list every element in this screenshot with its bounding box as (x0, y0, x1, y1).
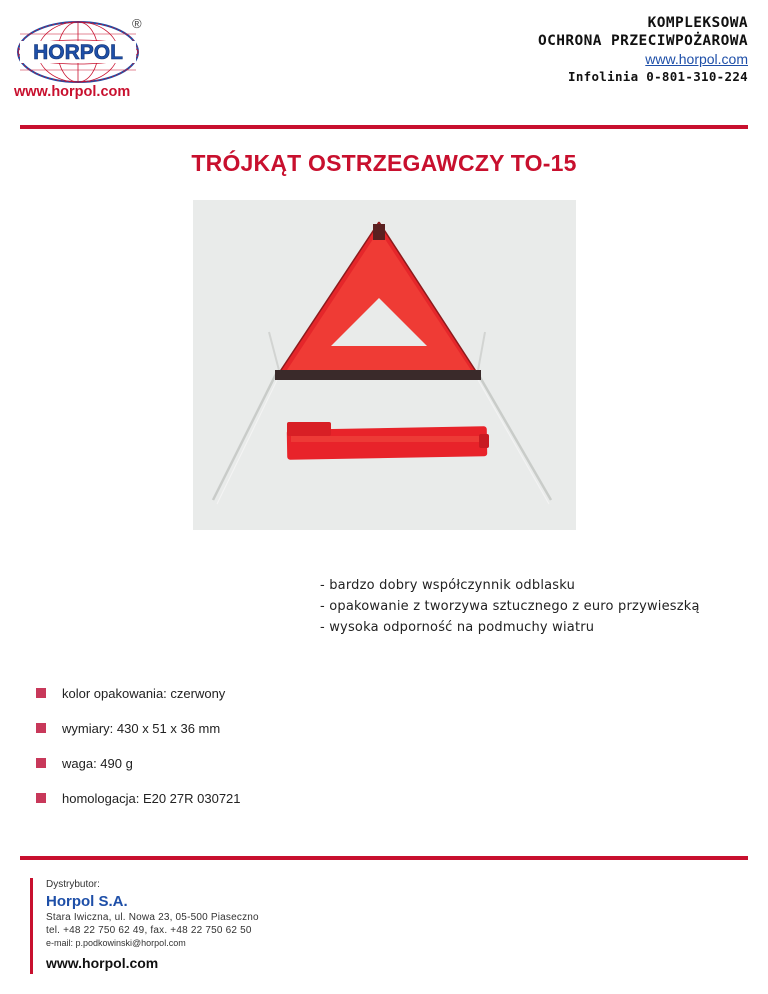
registered-mark: ® (132, 16, 142, 31)
spec-item (36, 719, 241, 737)
spec-item (36, 789, 241, 807)
header-info (538, 14, 748, 86)
feature-item: - wysoka odporność na podmuchy wiatru (320, 620, 595, 635)
svg-text:HORPOL: HORPOL (33, 41, 123, 64)
spec-weight: waga: 490 g (62, 755, 133, 771)
square-bullet-icon (36, 723, 46, 733)
square-bullet-icon (36, 688, 46, 698)
header-website-link[interactable]: www.horpol.com (645, 51, 748, 67)
distributor-company: Horpol S.A. (46, 893, 128, 910)
distributor-address: Stara Iwiczna, ul. Nowa 23, 05-500 Piaseczno (46, 912, 259, 923)
product-title: TRÓJKĄT OSTRZEGAWCZY TO-15 (191, 150, 577, 176)
square-bullet-icon (36, 758, 46, 768)
spec-color: kolor opakowania: czerwony (62, 685, 226, 701)
globe-logo-icon (14, 20, 150, 84)
footer-divider (20, 856, 748, 860)
spec-list (36, 684, 241, 824)
square-bullet-icon (36, 793, 46, 803)
tagline-line2: OCHRONA PRZECIWPOŻAROWA (538, 33, 748, 49)
distributor-block (30, 878, 259, 974)
spec-dimensions: wymiary: 430 x 51 x 36 mm (62, 720, 221, 736)
product-photo (193, 200, 576, 530)
spec-homologation: homologacja: E20 27R 030721 (62, 790, 241, 806)
header-divider (20, 125, 748, 129)
spec-item (36, 754, 241, 772)
tagline-line1: KOMPLEKSOWA (647, 15, 748, 31)
distributor-label: Dystrybutor: (46, 879, 100, 890)
feature-item: - opakowanie z tworzywa sztucznego z euro przywieszką (320, 599, 700, 614)
feature-list (320, 575, 700, 638)
distributor-email[interactable]: e-mail: p.podkowinski@horpol.com (46, 938, 186, 948)
distributor-website[interactable]: www.horpol.com (46, 955, 159, 971)
logo-website[interactable]: www.horpol.com (14, 84, 131, 100)
warning-triangle-icon (193, 200, 576, 530)
hotline: Infolinia 0-801-310-224 (568, 69, 748, 84)
distributor-phone: tel. +48 22 750 62 49, fax. +48 22 750 62 50 (46, 924, 252, 936)
feature-item: - bardzo dobry współczynnik odblasku (320, 578, 576, 593)
spec-item (36, 684, 241, 702)
